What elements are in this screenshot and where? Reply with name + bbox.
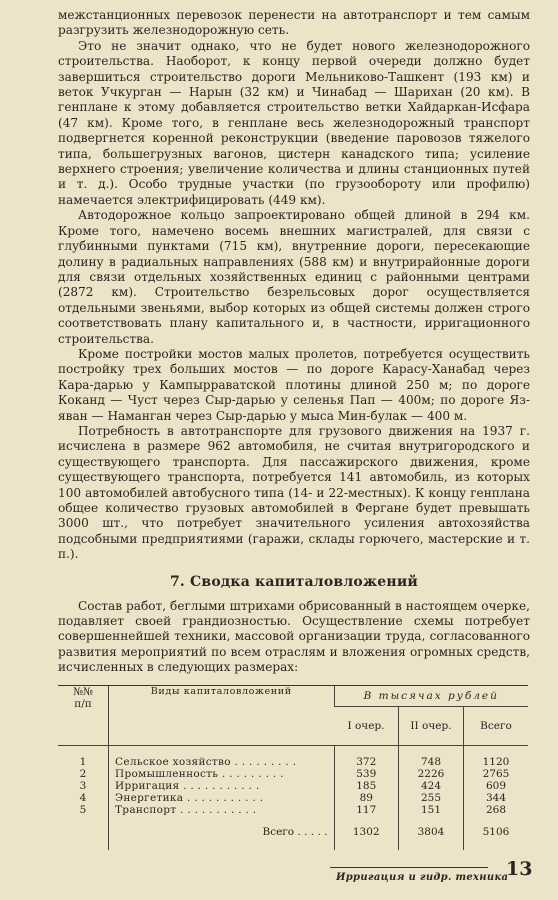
table-row: [58, 780, 528, 792]
table-row: [58, 768, 528, 780]
table-row: [58, 792, 528, 804]
footer-rule: [330, 867, 488, 868]
header-number-line1: №№: [73, 685, 93, 698]
row-total: 344: [464, 792, 529, 804]
row-total: 268: [464, 804, 529, 816]
row-first-stage: 89: [334, 792, 399, 804]
total-second-stage: 3804: [399, 816, 464, 850]
paragraph-vehicles: Потребность в автотранспорте для грузового движения на 1937 г. исчислена в размере 962 автомобиля, не считая внутригородского и существующего транспорта. Для пассажирского движения, кроме существующего транспорта, потребуется 141 автомобиль, из которых 100 автомобилей автобусного типа (14- и 22-местных). К концу генплана общее количество грузовых автомобилей в Фергане будет превышать 3000 шт., что потребует значительного усиления автохозяйства подсобными предприятиями (гаражи, склады горючего, мастерские и т. п.).: [58, 423, 530, 562]
row-kind: Энергетика . . . . . . . . . . .: [109, 792, 335, 804]
row-number: 3: [79, 779, 87, 792]
row-second-stage: 424: [399, 780, 464, 792]
table-row: [58, 804, 528, 816]
header-number-line2: п/п: [74, 697, 92, 710]
page-footer: [330, 858, 533, 884]
header-group: В тысячах рублей: [334, 685, 528, 706]
row-second-stage: 255: [399, 792, 464, 804]
row-kind: Промышленность . . . . . . . . .: [109, 768, 335, 780]
paragraph-railway: Это не значит однако, что не будет нового железнодорожного строительства. Наоборот, к концу первой очереди должно будет завершиться строительство дороги Мельниково-Ташкент (193 км) и веток Учкурган — Нарын (32 км) и Чинабад — Шарихан (20 км). В генплане к этому добавляется строительство ветки Хайдаркан-Исфара (47 км). Кроме того, в генплане весь железнодорожный транспорт подвергнется коренной реконструкции (введение паровозов тяжелого типа, большегрузных вагонов, цистерн канадского типа; усиление верхнего строения; увеличение количества и длины станционных путей и т. д.). Особо трудные участки (по грузообороту или профилю) намечается электрифицировать (449 км).: [58, 38, 530, 207]
row-kind: Сельское хозяйство . . . . . . . . .: [109, 745, 335, 768]
journal-title: Ирригация и гидр. техника: [336, 872, 509, 883]
total-label: Всего . . . . .: [109, 816, 335, 850]
row-number: 4: [79, 791, 87, 804]
section-title: 7. Сводка капиталовложений: [169, 573, 419, 590]
paragraph-summary: Состав работ, беглыми штрихами обрисованный в настоящем очерке, подавляет своей грандиозностью. Осуществление схемы потребует совершеннейшей техники, массовой организации труда, согласованного развития мероприятий по всем отраслям и вложения огромных средств, исчисленных в следующих размерах:: [58, 598, 530, 675]
row-kind: Транспорт . . . . . . . . . . .: [109, 804, 335, 816]
row-first-stage: 539: [334, 768, 399, 780]
row-number: 1: [79, 755, 87, 768]
table-total-row: [58, 816, 528, 850]
row-total: 1120: [464, 745, 529, 768]
row-first-stage: 185: [334, 780, 399, 792]
table-header-row: [58, 685, 528, 706]
investment-summary-table: [58, 685, 528, 850]
row-total: 609: [464, 780, 529, 792]
row-second-stage: 2226: [399, 768, 464, 780]
row-number: 2: [79, 767, 87, 780]
total-first-stage: 1302: [334, 816, 399, 850]
row-first-stage: 372: [334, 745, 399, 768]
row-second-stage: 748: [399, 745, 464, 768]
page-number: 13: [506, 858, 533, 880]
table-row: [58, 745, 528, 768]
paragraph-bridges: Кроме постройки мостов малых пролетов, потребуется осуществить постройку трех больших мостов — по дороге Карасу-Ханабад через Кара-дарью у Кампырраватской плотины длиной 250 м; по дороге Коканд — Чуст через Сыр-дарью у селенья Пап — 400м; по дороге Яз-яван — Наманган через Сыр-дарью у мыса Мин-булак — 400 м.: [58, 346, 530, 423]
paragraph-roads: Автодорожное кольцо запроектировано общей длиной в 294 км. Кроме того, намечено восемь внешних магистралей, для связи с глубинными пунктами (715 км), внутренние дороги, пересекающие долину в радиальных направлениях (588 км) и внутрирайонные дороги для связи отдельных хозяйственных единиц с районными центрами (2872 км). Строительство безрельсовых дорог осуществляется отдельными звеньями, выбор которых из общей системы должен строго соответствовать плану капитального и, в частности, ирригационного строительства.: [58, 208, 530, 346]
header-col-total: Всего: [464, 706, 529, 745]
row-second-stage: 151: [399, 804, 464, 816]
row-number: 5: [79, 803, 87, 816]
row-kind: Ирригация . . . . . . . . . . .: [109, 780, 335, 792]
header-col-first-stage: I очер.: [334, 706, 399, 745]
row-first-stage: 117: [334, 804, 399, 816]
header-col-second-stage: II очер.: [399, 706, 464, 745]
total-empty-cell: [58, 816, 109, 850]
header-kind: Виды капиталовложений: [109, 685, 335, 745]
header-number: [58, 685, 109, 745]
row-total: 2765: [464, 768, 529, 780]
total-total: 5106: [464, 816, 529, 850]
paragraph-continuation: межстанционных перевозок перенести на автотранспорт и тем самым разгрузить железнодорожную сеть.: [58, 8, 530, 38]
